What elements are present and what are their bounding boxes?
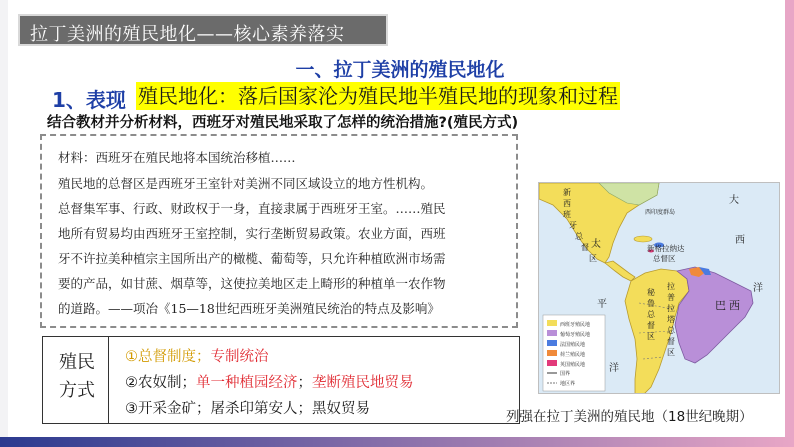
map-label-new-granada: 新格拉纳达 bbox=[647, 244, 685, 253]
map-label-peru-2: 总 bbox=[647, 310, 655, 319]
map-label-atlantic-a: 大 bbox=[729, 195, 739, 206]
colonial-map bbox=[538, 182, 780, 394]
material-line: 总督集军事、行政、财政权于一身，直接隶属于西班牙王室。……殖民 bbox=[58, 201, 446, 216]
map-label-new-spain-5: 督 bbox=[581, 243, 589, 252]
map-label-la-plata-2: 拉 bbox=[667, 304, 675, 313]
row2-b: 单一种植园经济 bbox=[196, 375, 298, 391]
summary-left-cell bbox=[43, 337, 109, 423]
legend-label-0: 西班牙殖民地 bbox=[560, 322, 591, 328]
material-line: 的道路。——项冶《15—18世纪西班牙美洲殖民统治的特点及影响》 bbox=[58, 301, 440, 316]
summary-row-3 bbox=[125, 397, 370, 418]
material-line: 要的产品，如甘蔗、烟草等，这使拉美地区走上畸形的种植单一农作物 bbox=[58, 276, 446, 291]
row2-sep1: ； bbox=[181, 375, 196, 391]
map-label-la-plata-0: 拉 bbox=[667, 282, 675, 291]
legend-swatch-1 bbox=[547, 330, 557, 336]
title-banner bbox=[18, 14, 388, 46]
map-label-la-plata-3: 塔 bbox=[667, 315, 675, 324]
map-label-la-plata-1: 普 bbox=[667, 293, 675, 302]
map-label-la-plata-4: 总 bbox=[667, 326, 675, 335]
map-label-peru-4: 区 bbox=[647, 332, 655, 341]
map-label-la-plata-6: 区 bbox=[667, 348, 675, 357]
page-title: 拉丁美洲的殖民地化——核心素养落实 bbox=[30, 24, 345, 45]
material-line: 材料：西班牙在殖民地将本国统治移植…… bbox=[58, 150, 296, 165]
map-label-atlantic-c: 洋 bbox=[753, 283, 763, 294]
row3-text: ③开采金矿；屠杀印第安人；黑奴贸易 bbox=[125, 401, 370, 417]
point-label: 1、表现 bbox=[52, 88, 126, 112]
map-label-new-spain-2: 班 bbox=[563, 210, 571, 219]
map-label-new-spain-4: 总 bbox=[575, 232, 583, 241]
map-label-new-spain-3: 牙 bbox=[569, 221, 577, 230]
legend-swatch-4 bbox=[547, 360, 557, 366]
definition-highlight: 殖民地化：落后国家沦为殖民地半殖民地的现象和过程 bbox=[138, 84, 618, 108]
summary-row-2 bbox=[125, 371, 414, 392]
left-strip bbox=[0, 0, 8, 437]
legend-swatch-2 bbox=[547, 340, 557, 346]
legend-label-3: 荷兰殖民地 bbox=[560, 352, 586, 358]
row1-a: 总督制度 bbox=[138, 349, 196, 365]
bottom-accent-bar bbox=[0, 437, 794, 447]
map-label-pacific-a: 太 bbox=[591, 239, 601, 250]
summary-row-1 bbox=[125, 345, 269, 366]
map-label-pacific-b: 平 bbox=[597, 299, 607, 310]
row2-a: 农奴制 bbox=[138, 375, 182, 391]
material-line: 牙不许拉美种植宗主国所出产的橄榄、葡萄等，只允许种植欧洲市场需 bbox=[58, 251, 446, 266]
material-line: 殖民地的总督区是西班牙王室针对美洲不同区域设立的地方性机构。 bbox=[58, 176, 434, 191]
legend-label-4: 英国殖民地 bbox=[560, 362, 586, 368]
map-label-new-granada-2: 总督区 bbox=[653, 254, 676, 263]
row2-sep2: ； bbox=[297, 375, 312, 391]
right-accent-bar bbox=[785, 0, 794, 447]
summary-table bbox=[42, 336, 520, 424]
section-heading: 一、拉丁美洲的殖民地化 bbox=[295, 59, 505, 81]
row2-num: ② bbox=[125, 375, 138, 391]
map-caption: 列强在拉丁美洲的殖民地（18世纪晚期） bbox=[506, 409, 753, 425]
map-label-peru-1: 鲁 bbox=[647, 299, 655, 308]
row2-c: 垄断殖民地贸易 bbox=[312, 375, 414, 391]
row1-num: ① bbox=[125, 349, 138, 365]
map-label-atlantic-b: 西 bbox=[735, 235, 745, 246]
legend-swatch-0 bbox=[547, 320, 557, 326]
map-cuba bbox=[634, 236, 652, 242]
summary-left-label: 殖民方式 bbox=[59, 352, 95, 401]
legend-label-5: 国界 bbox=[560, 371, 571, 377]
map-label-new-spain-0: 新 bbox=[563, 188, 571, 197]
map-label-la-plata-5: 督 bbox=[667, 337, 675, 346]
legend-label-6: 地区界 bbox=[560, 381, 576, 387]
map-label-pacific-c: 洋 bbox=[609, 363, 619, 374]
row1-b: 专制统治 bbox=[210, 349, 269, 365]
map-svg bbox=[539, 183, 780, 394]
question-text: 结合教材并分析材料，西班牙对殖民地采取了怎样的统治措施?(殖民方式) bbox=[47, 115, 519, 131]
legend-label-2: 法国殖民地 bbox=[560, 342, 586, 348]
legend-swatch-3 bbox=[547, 350, 557, 356]
map-label-peru-0: 秘 bbox=[647, 288, 655, 297]
map-label-peru-3: 督 bbox=[647, 321, 655, 330]
map-label-brazil-b: 西 bbox=[729, 299, 740, 312]
map-legend bbox=[543, 315, 605, 391]
material-line: 地所有贸易均由西班牙王室控制，实行垄断贸易政策。农业方面，西班 bbox=[58, 226, 446, 241]
legend-label-1: 葡萄牙殖民地 bbox=[560, 332, 591, 338]
map-label-new-spain-6: 区 bbox=[589, 254, 597, 263]
material-box bbox=[40, 134, 518, 328]
map-label-west-indies: 西印度群岛 bbox=[645, 209, 676, 216]
map-label-new-spain-1: 西 bbox=[563, 199, 571, 208]
row1-sep: ； bbox=[196, 349, 211, 365]
map-label-brazil-a: 巴 bbox=[715, 299, 726, 312]
